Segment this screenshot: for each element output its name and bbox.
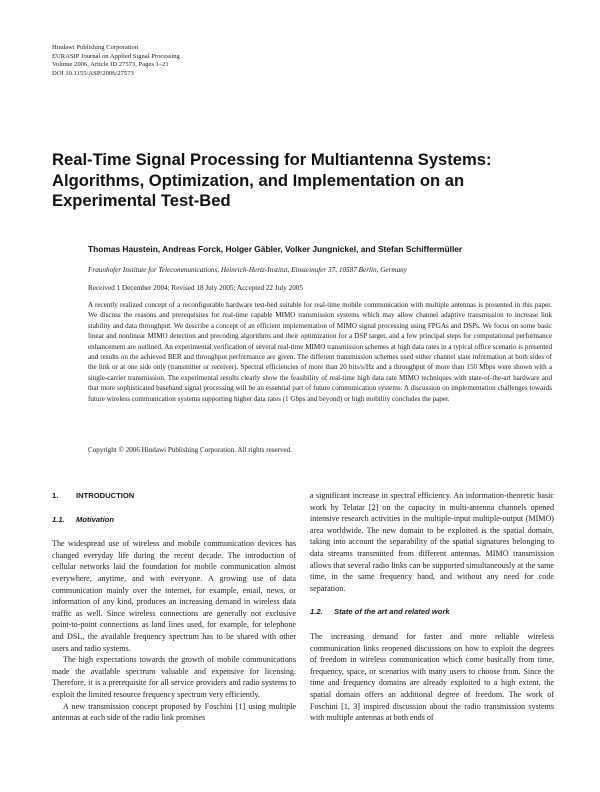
body-paragraph: The high expectations towards the growth of mobile communications made the available spectrum valuable and expensive for licensing. Therefore, it is a prerequisite for all service providers and radio systems to exploit the limited resource frequency spectrum very efficiently. — [52, 655, 296, 699]
body-paragraph: The increasing demand for faster and more reliable wireless communication links reopened discussions on how to exploit the degrees of freedom in wireless communication which come basically from time, frequency, space, or scenarios with many users to choose from. Since the time and frequency domains are already exploited to a high extent, the spatial domain offers an additional degree of freedom. The work of Foschini [1, 3] inspired discussion about the radio transmission systems with multiple antennas at both ends of — [310, 631, 554, 723]
section-number: 1. — [52, 491, 59, 500]
abstract: A recently realized concept of a reconfigurable hardware test-bed suitable for real-time mobile communication with multiple antennas is presented in this paper. We discuss the reasons and prerequisites for real-time capable MIMO transmission systems which may allow channel adaptive transmission to increase link stability and data throughput. We describe a concept of an efficient implementation of MIMO signal processing using FPGAs and DSPs. We focus on some basic linear and nonlinear MIMO detection and precoding algorithms and their optimization for a DSP target, and a few principal steps for computational performance enhancement are outlined. An experimental verification of several real-time MIMO transmission schemes at high data rates in a typical office scenario is presented and results on the achieved BER and throughput performance are given. The different transmission schemes used either channel state information at both sides of the link or at one side only (transmitter or receiver). Spectral efficiencies of more than 20 bits/s/Hz and a throughput of more than 150 Mbps were shown with a single-carrier transmission. The experimental results clearly show the feasibility of real-time high data rate MIMO techniques with state-of-the-art hardware and that more sophisticated baseband signal processing will be an essential part of future communication systems. A discussion on implementation challenges towards future wireless communication systems supporting higher data rates (1 Gbps and beyond) or high mobility concludes the paper. — [88, 301, 552, 403]
subsection-heading-state-of-art — [310, 606, 554, 618]
journal-header — [52, 44, 180, 78]
body-paragraph: A new transmission concept proposed by Foschini [1] using multiple antennas at each side of the radio link promises — [52, 701, 296, 723]
subsection-heading-motivation — [52, 514, 296, 526]
title-line: Algorithms, Optimization, and Implementation on an — [52, 170, 465, 190]
affiliation: Fraunhofer Institute for Telecommunications, Heinrich-Hertz-Institut, Einsteinufer 37, 10587 Berlin, Germany — [88, 266, 407, 274]
right-column — [310, 490, 554, 724]
author-list: Thomas Haustein, Andreas Forck, Holger Gäbler, Volker Jungnickel, and Stefan Schiffermüller — [88, 244, 463, 254]
subsection-title: State of the art and related work — [334, 607, 450, 617]
doi-line: DOI 10.1155/ASP/2006/27573 — [52, 69, 134, 77]
copyright-notice: Copyright © 2006 Hindawi Publishing Corporation. All rights reserved. — [88, 446, 293, 454]
body-paragraph: The widespread use of wireless and mobile communication devices has changed everyday life during the recent decade. The introduction of cellular networks laid the foundation for mobile communication almost everywhere, anytime, and with everyone. A growing use of data communication mainly over the internet, for example, email, news, or information of any kind, produces an increasing demand in wireless data traffic as well. Since wireless connections are generally not exclusive point-to-point connections as land lines used, for example, for telephone and DSL, the available frequency spectrum has to be shared with other users and radio systems. — [52, 539, 296, 653]
volume-line: Volume 2006, Article ID 27573, Pages 1–21 — [52, 61, 169, 69]
subsection-number: 1.2. — [310, 607, 323, 617]
section-title: INTRODUCTION — [76, 491, 135, 500]
publisher-line: Hindawi Publishing Corporation — [52, 44, 139, 51]
title-line: Experimental Test-Bed — [52, 191, 231, 210]
left-column — [52, 490, 296, 724]
journal-line: EURASIP Journal on Applied Signal Processing — [52, 52, 180, 60]
paper-title — [52, 150, 552, 212]
title-line: Real-Time Signal Processing for Multiantenna Systems: — [52, 150, 492, 169]
submission-dates: Received 1 December 2004; Revised 18 July 2005; Accepted 22 July 2005 — [88, 284, 303, 292]
section-heading-introduction — [52, 490, 296, 502]
subsection-title: Motivation — [76, 514, 114, 524]
body-paragraph: a significant increase in spectral efficiency. An information-theoretic basic work by Telatar [2] on the capacity in multi-antenna channels opened intensive research activities in the multiple-input multiple-output (MIMO) area worldwide. The new domain to be exploited is the spatial domain, taking into account the separability of the spatial signatures belonging to data streams transmitted from different antennas. MIMO transmission allows that several radio links can be supported simultaneously at the same time, in the same frequency band, and without any need for code separation. — [310, 491, 554, 593]
subsection-number: 1.1. — [52, 514, 65, 524]
